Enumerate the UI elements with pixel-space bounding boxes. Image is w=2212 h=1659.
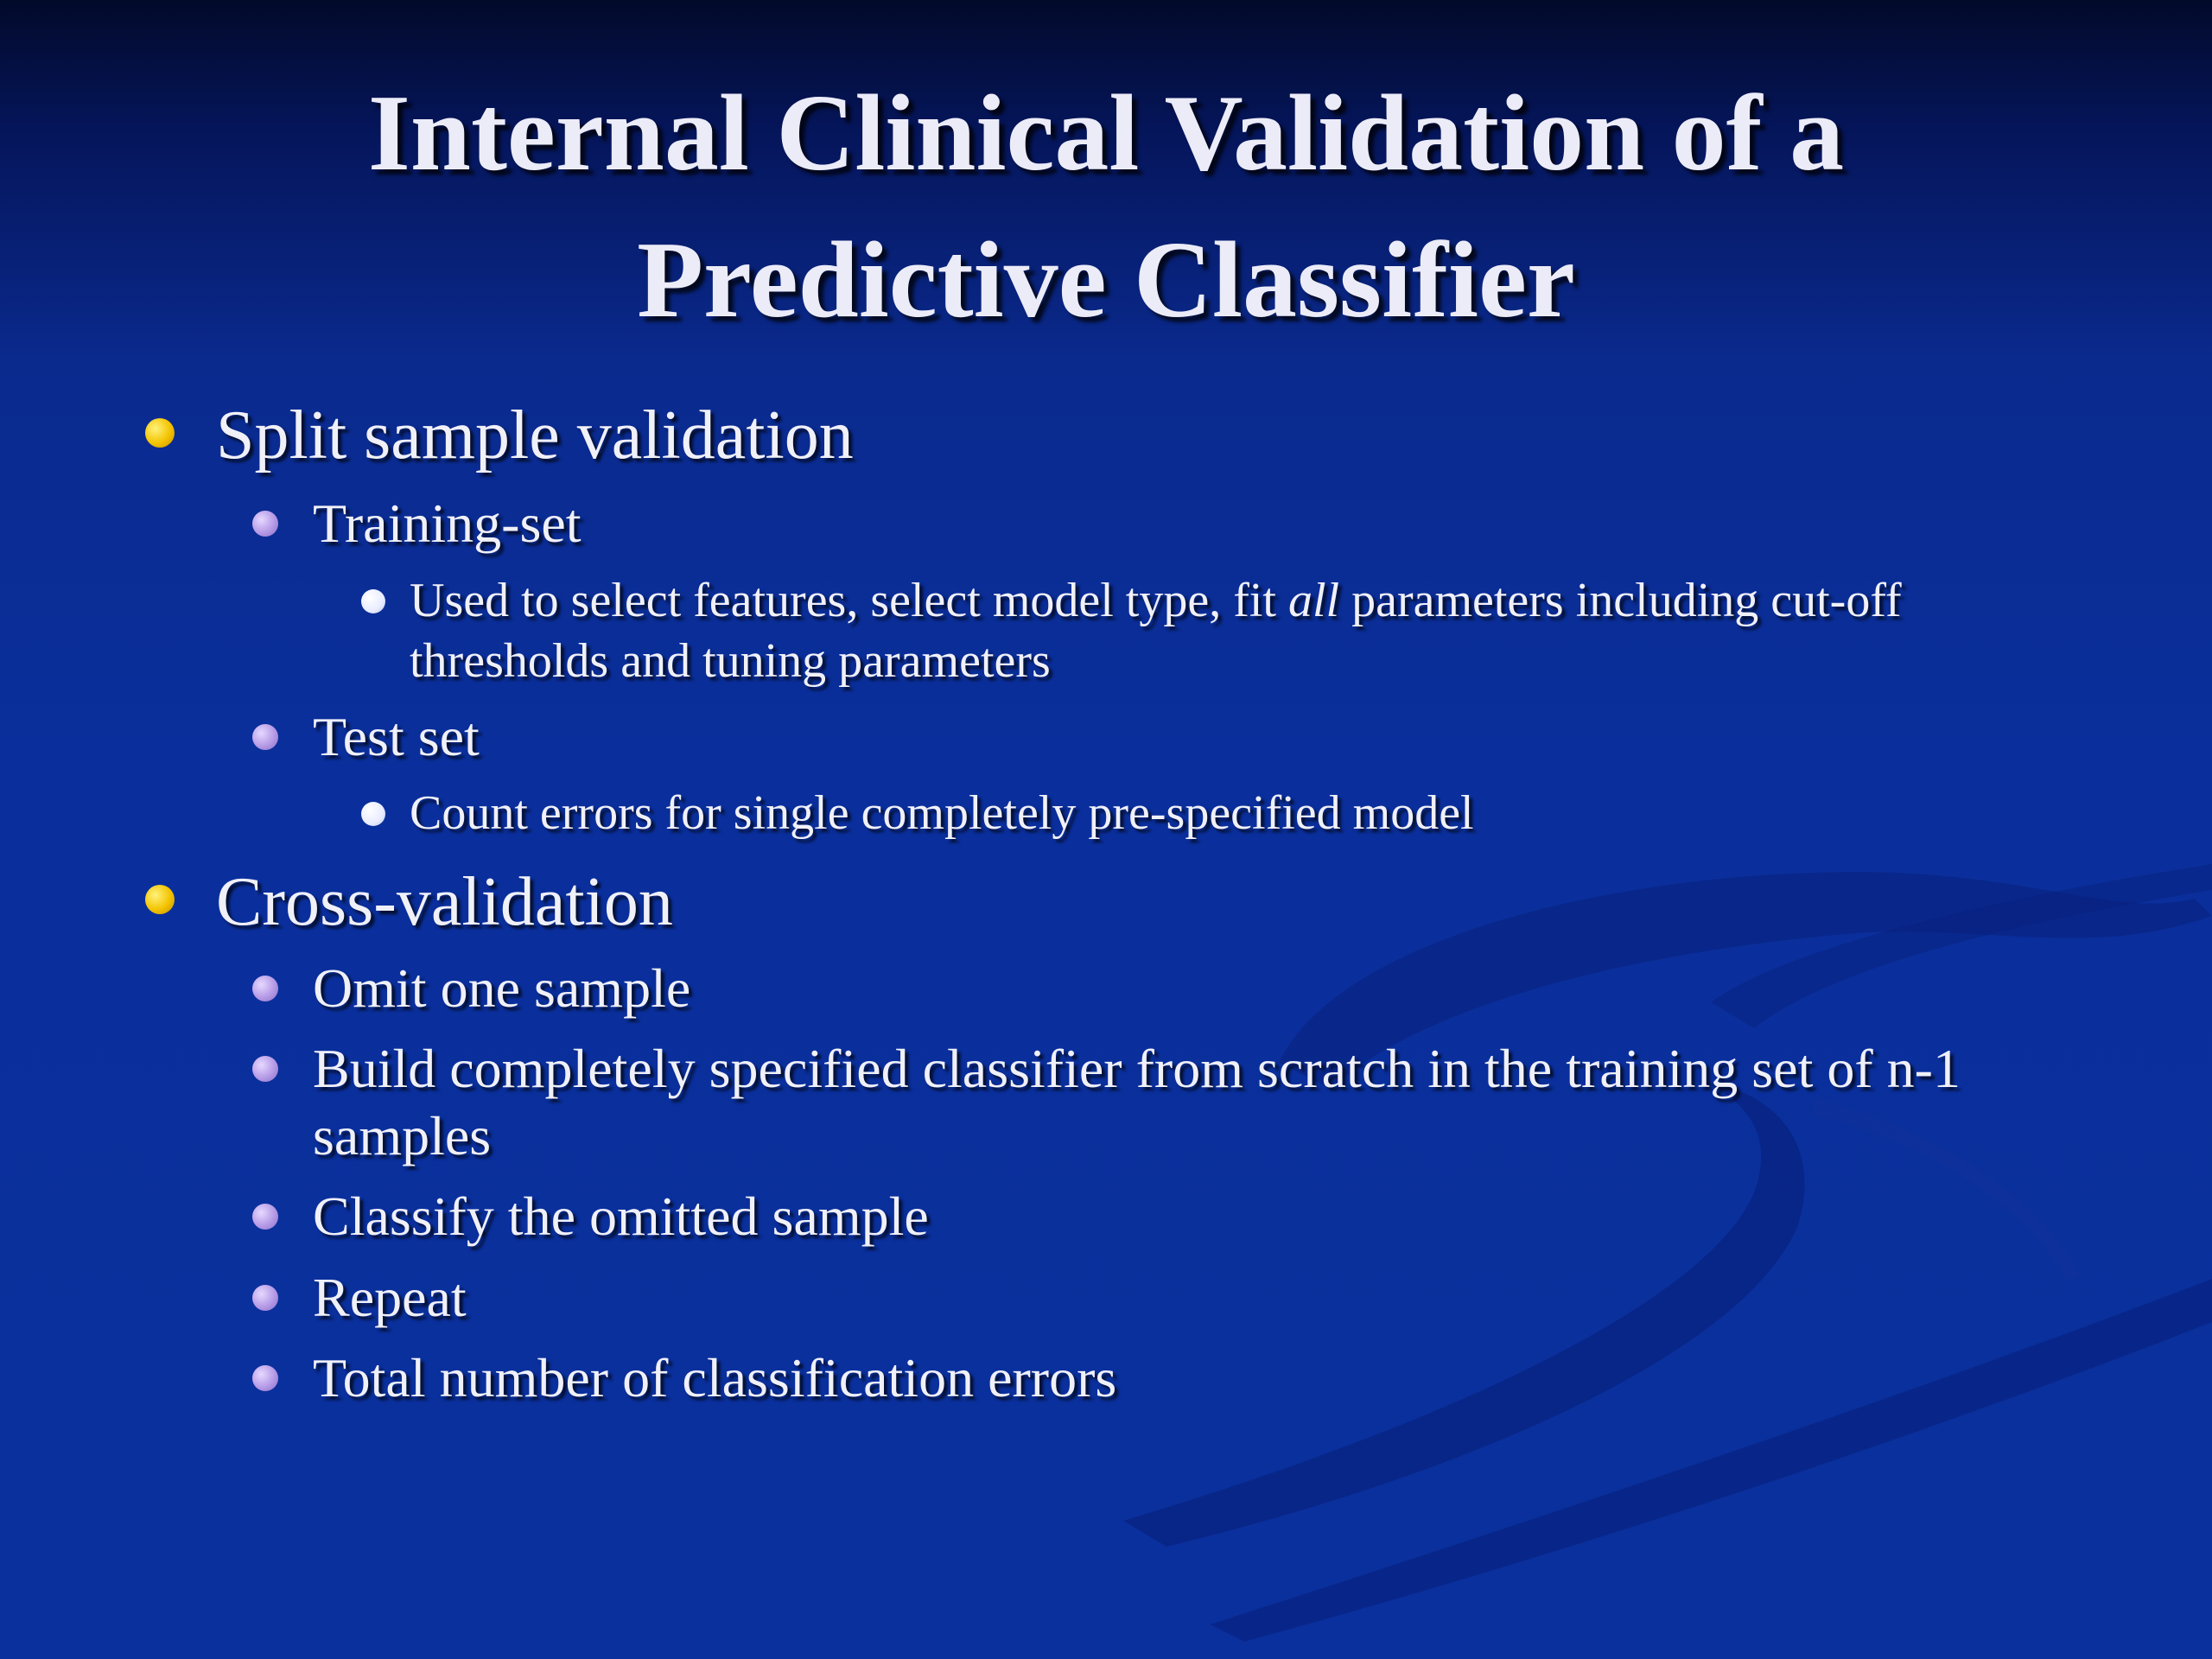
purple-bullet-icon [252, 1285, 278, 1311]
yellow-bullet-icon [145, 885, 175, 914]
bullet-text: Split sample validation [216, 397, 854, 474]
bullet-text: Training-set [313, 493, 582, 554]
purple-bullet-icon [252, 1056, 278, 1082]
bullet-text: Test set [313, 706, 480, 767]
bullet-text: Omit one sample [313, 957, 691, 1019]
bullet-text: Repeat [313, 1267, 467, 1328]
bullet-text-line-2: samples [313, 1105, 492, 1166]
bullet-text-line-1: Build completely specified classifier from scratch in the training set of n-1 [313, 1038, 1961, 1099]
white-bullet-icon [361, 802, 385, 826]
bullet-text: Cross-validation [216, 864, 673, 940]
purple-bullet-icon [252, 1204, 278, 1230]
slide-title-line-2: Predictive Classifier [637, 220, 1575, 340]
text-segment: Used to select features, select model type, fit [410, 574, 1288, 627]
text-segment: parameters including cut-off [1339, 574, 1902, 627]
slide-title-line-1: Internal Clinical Validation of a [367, 73, 1845, 194]
purple-bullet-icon [252, 1365, 278, 1391]
bullet-text: Total number of classification errors [313, 1347, 1117, 1408]
white-bullet-icon [361, 589, 385, 613]
bullet-text-line-2: thresholds and tuning parameters [410, 634, 1051, 688]
emphasis-text: all [1287, 574, 1340, 627]
bullet-text: Classify the omitted sample [313, 1185, 929, 1247]
purple-bullet-icon [252, 724, 278, 750]
bullet-text-line-1 [410, 570, 1902, 631]
slide-title [138, 60, 2074, 354]
purple-bullet-icon [252, 511, 278, 537]
purple-bullet-icon [252, 976, 278, 1001]
bullet-text: Count errors for single completely pre-specified model [410, 786, 1474, 840]
yellow-bullet-icon [145, 418, 175, 448]
